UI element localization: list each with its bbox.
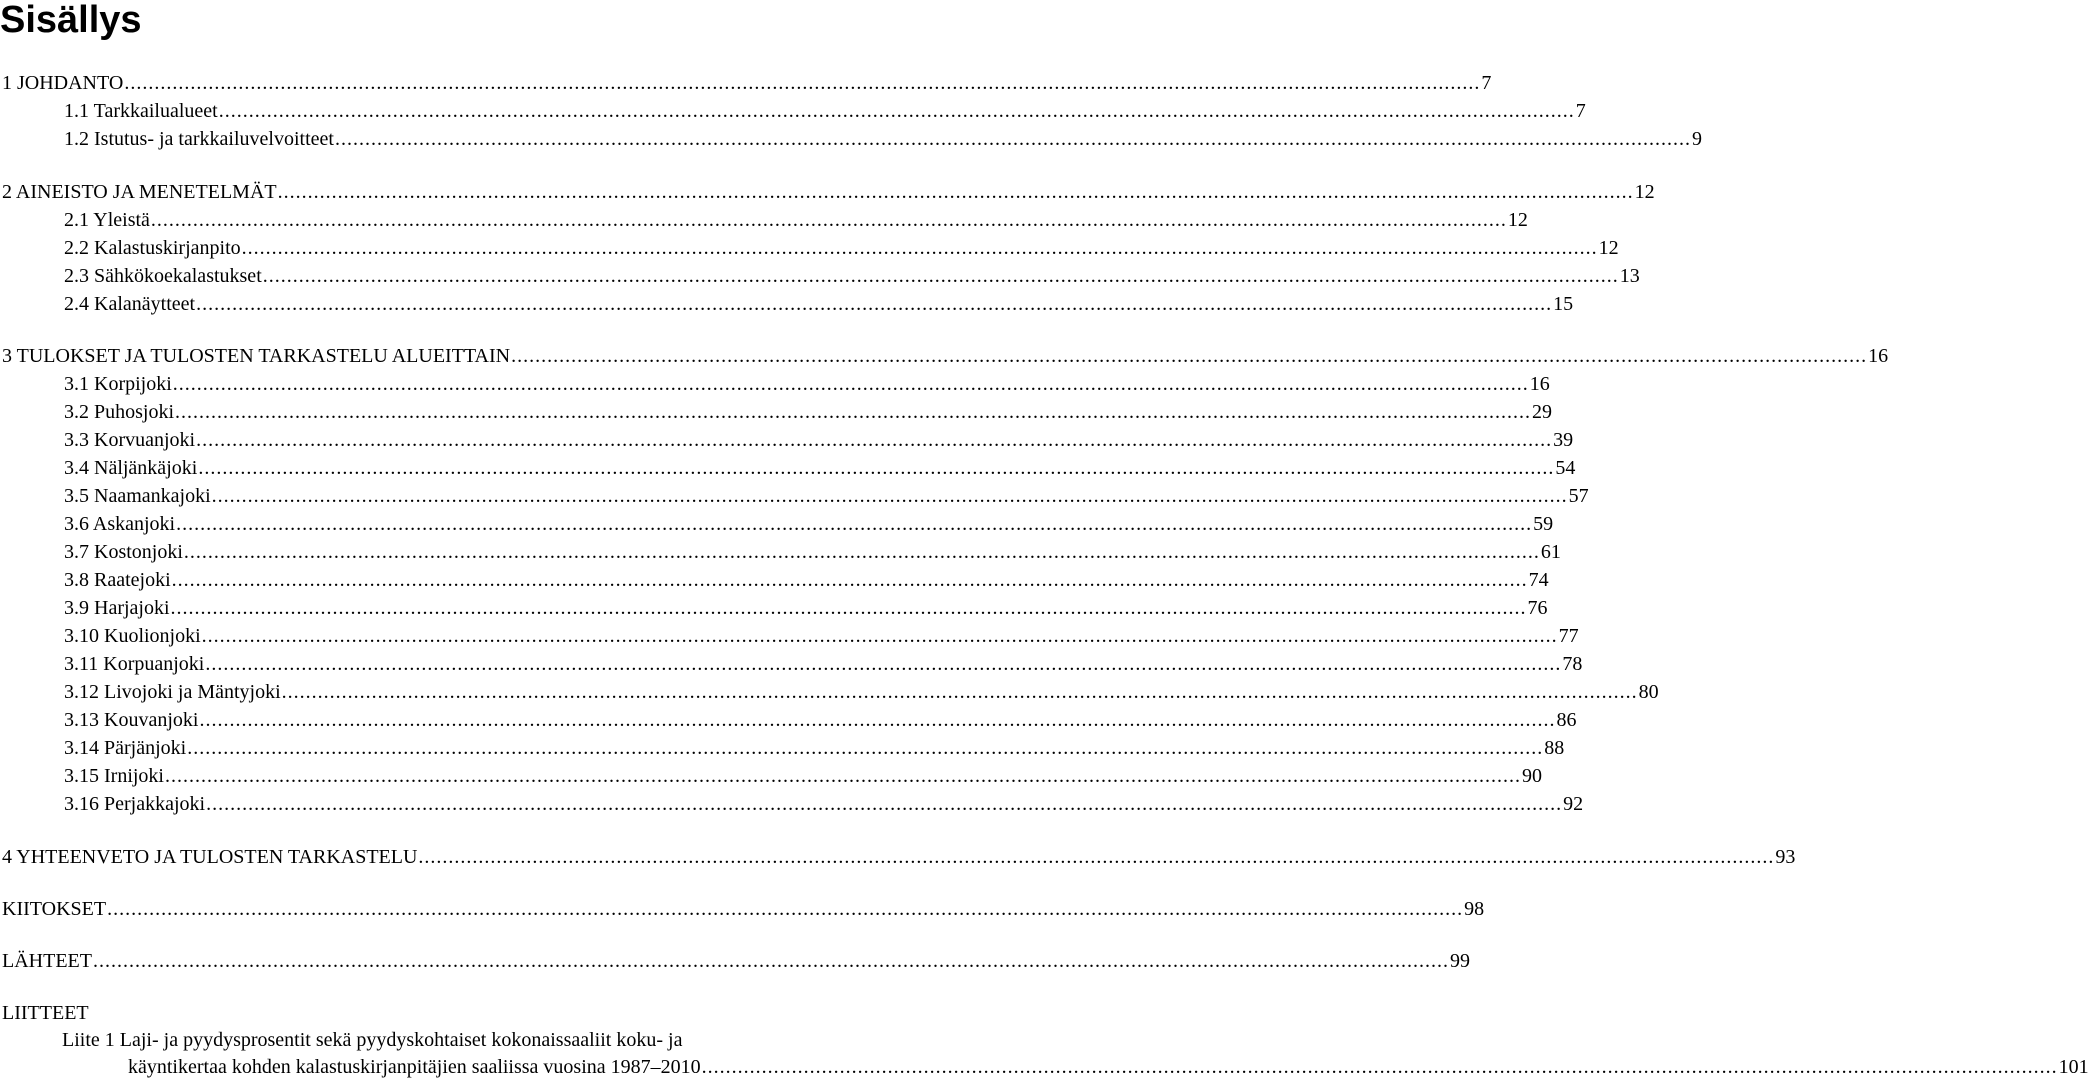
toc-entry-irnijoki[interactable]	[0, 763, 1542, 789]
toc-entry-page: 12	[1598, 237, 1619, 259]
toc-entry-page: 90	[1522, 765, 1542, 787]
toc-entry-page: 7	[1575, 100, 1586, 122]
toc-entry-label: 1.1 Tarkkailualueet	[64, 100, 218, 122]
toc-entry-page: 78	[1562, 653, 1583, 675]
toc-entry-page: 98	[1464, 898, 1485, 920]
dot-leader: ..................................................................................................................................................................................................................................	[218, 100, 1575, 122]
toc-entry-page: 92	[1563, 793, 1584, 815]
toc-entry-label: 1 JOHDANTO	[2, 72, 124, 94]
toc-entry-label: LÄHTEET	[2, 950, 92, 972]
toc-entry-page: 93	[1775, 846, 1796, 868]
toc-entry-yleista[interactable]	[0, 207, 1528, 233]
dot-leader: ..................................................................................................................................................................................................................................	[170, 597, 1527, 619]
toc-entry-lahteet[interactable]	[0, 948, 1470, 974]
dot-leader: ..................................................................................................................................................................................................................................	[172, 373, 1529, 395]
toc-entry-johdanto[interactable]	[0, 70, 1492, 96]
toc-entry-livojoki[interactable]	[0, 679, 1659, 705]
toc-entry-page: 13	[1619, 265, 1640, 287]
dot-leader: ..................................................................................................................................................................................................................................	[241, 237, 1598, 259]
dot-leader: ..................................................................................................................................................................................................................................	[124, 72, 1481, 94]
dot-leader: ..................................................................................................................................................................................................................................	[165, 765, 1521, 787]
toc-entry-raatejoki[interactable]	[0, 567, 1549, 593]
toc-entry-page: 16	[1529, 373, 1550, 395]
toc-entry-label: 3 TULOKSET JA TULOSTEN TARKASTELU ALUEITTAIN	[2, 345, 511, 367]
toc-entry-page: 9	[1691, 128, 1702, 150]
dot-leader: ..................................................................................................................................................................................................................................	[196, 293, 1553, 315]
toc-entry-page: 7	[1481, 72, 1492, 94]
toc-entry-page: 76	[1527, 597, 1548, 619]
toc-entry-kouvanjoki[interactable]	[0, 707, 1577, 733]
toc-entry-tarkkailualueet[interactable]	[0, 98, 1586, 124]
appendix-entry-line1[interactable]: Liite 1 Laji- ja pyydysprosentit sekä pyydyskohtaiset kokonaissaaliit koku- ja	[62, 1029, 683, 1051]
dot-leader: ..................................................................................................................................................................................................................................	[198, 457, 1555, 479]
dot-leader: ..................................................................................................................................................................................................................................	[175, 401, 1532, 423]
toc-entry-istutus[interactable]	[0, 126, 1702, 152]
toc-entry-page: 15	[1553, 293, 1574, 315]
toc-entry-label: 3.14 Pärjänjoki	[64, 737, 187, 759]
toc-entry-label: 3.5 Naamankajoki	[64, 485, 211, 507]
toc-entry-naljankajoki[interactable]	[0, 455, 1576, 481]
toc-entry-label: 3.12 Livojoki ja Mäntyjoki	[64, 681, 281, 703]
dot-leader: ..................................................................................................................................................................................................................................	[187, 737, 1544, 759]
toc-entry-page: 86	[1556, 709, 1577, 731]
toc-entry-page: 101	[2058, 1056, 2089, 1078]
dot-leader: ..................................................................................................................................................................................................................................	[211, 485, 1568, 507]
dot-leader: ..................................................................................................................................................................................................................................	[150, 209, 1507, 231]
toc-entry-page: 77	[1558, 625, 1579, 647]
toc-entry-page: 99	[1449, 950, 1470, 972]
toc-entry-korpijoki[interactable]	[0, 371, 1550, 397]
dot-leader: ..................................................................................................................................................................................................................................	[183, 541, 1540, 563]
toc-entry-label: 3.10 Kuolionjoki	[64, 625, 201, 647]
dot-leader: ..................................................................................................................................................................................................................................	[511, 345, 1868, 367]
toc-entry-page: 12	[1507, 209, 1528, 231]
toc-entry-label: 2.1 Yleistä	[64, 209, 150, 231]
toc-entry-page: 12	[1634, 181, 1655, 203]
toc-entry-label: käyntikertaa kohden kalastuskirjanpitäjien saaliissa vuosina 1987–2010	[128, 1056, 701, 1078]
toc-entry-page: 74	[1528, 569, 1549, 591]
toc-entry-kiitokset[interactable]	[0, 896, 1485, 922]
dot-leader: ..................................................................................................................................................................................................................................	[171, 569, 1528, 591]
toc-entry-kalastuskirjanpito[interactable]	[0, 235, 1619, 261]
toc-entry-puhosjoki[interactable]	[0, 399, 1553, 425]
toc-entry-label: 3.9 Harjajoki	[64, 597, 170, 619]
toc-entry-harjajoki[interactable]	[0, 595, 1548, 621]
toc-entry-label: 3.1 Korpijoki	[64, 373, 172, 395]
toc-entry-label: 4 YHTEENVETO JA TULOSTEN TARKASTELU	[2, 846, 418, 868]
toc-entry-aineisto[interactable]	[0, 179, 1655, 205]
toc-entry-korpuanjoki[interactable]	[0, 651, 1583, 677]
toc-entry-label: 3.13 Kouvanjoki	[64, 709, 199, 731]
toc-entry-kostonjoki[interactable]	[0, 539, 1561, 565]
dot-leader: ..................................................................................................................................................................................................................................	[196, 429, 1553, 451]
toc-entry-page: 57	[1568, 485, 1589, 507]
toc-entry-page: 80	[1638, 681, 1659, 703]
dot-leader: ..................................................................................................................................................................................................................................	[206, 793, 1563, 815]
toc-entry-label: 3.11 Korpuanjoki	[64, 653, 205, 675]
dot-leader: ..................................................................................................................................................................................................................................	[334, 128, 1691, 150]
toc-entry-label: 3.7 Kostonjoki	[64, 541, 183, 563]
toc-entry-label: 2.2 Kalastuskirjanpito	[64, 237, 241, 259]
toc-entry-label: 3.4 Näljänkäjoki	[64, 457, 198, 479]
toc-entry-page: 16	[1868, 345, 1889, 367]
toc-entry-kuolionjoki[interactable]	[0, 623, 1579, 649]
dot-leader: ..................................................................................................................................................................................................................................	[418, 846, 1775, 868]
dot-leader: ..................................................................................................................................................................................................................................	[701, 1056, 2058, 1078]
dot-leader: ..................................................................................................................................................................................................................................	[201, 625, 1558, 647]
dot-leader: ..................................................................................................................................................................................................................................	[92, 950, 1449, 972]
dot-leader: ..................................................................................................................................................................................................................................	[107, 898, 1464, 920]
toc-entry-sahkokoekalastukset[interactable]	[0, 263, 1640, 289]
toc-entry-label: 3.8 Raatejoki	[64, 569, 171, 591]
toc-entry-label: 1.2 Istutus- ja tarkkailuvelvoitteet	[64, 128, 334, 150]
dot-leader: ..................................................................................................................................................................................................................................	[199, 709, 1556, 731]
toc-entry-label: 3.15 Irnijoki	[64, 765, 164, 787]
toc-entry-label: 3.3 Korvuanjoki	[64, 429, 196, 451]
toc-entry-tulokset[interactable]	[0, 343, 1889, 369]
appendix-entry-line2[interactable]	[128, 1054, 2089, 1080]
dot-leader: ..................................................................................................................................................................................................................................	[277, 181, 1634, 203]
toc-entry-page: 88	[1544, 737, 1565, 759]
toc-entry-label: 3.2 Puhosjoki	[64, 401, 175, 423]
toc-entry-askanjoki[interactable]	[0, 511, 1554, 537]
toc-entry-label: 2.3 Sähkökoekalastukset	[64, 265, 262, 287]
toc-entry-kalanaytteet[interactable]	[0, 291, 1574, 317]
page-title: Sisällys	[0, 0, 142, 41]
toc-entry-page: 39	[1553, 429, 1574, 451]
toc-entry-naamankajoki[interactable]	[0, 483, 1589, 509]
dot-leader: ..................................................................................................................................................................................................................................	[281, 681, 1638, 703]
toc-entry-label: 2 AINEISTO JA MENETELMÄT	[2, 181, 277, 203]
dot-leader: ..................................................................................................................................................................................................................................	[262, 265, 1619, 287]
toc-entry-label: KIITOKSET	[2, 898, 107, 920]
dot-leader: ..................................................................................................................................................................................................................................	[176, 513, 1533, 535]
toc-entry-label: 3.6 Askanjoki	[64, 513, 176, 535]
toc-entry-label: 2.4 Kalanäytteet	[64, 293, 196, 315]
toc-entry-page: 54	[1555, 457, 1576, 479]
toc-entry-page: 29	[1532, 401, 1553, 423]
appendix-heading: LIITTEET	[2, 1002, 89, 1024]
toc-entry-page: 61	[1540, 541, 1561, 563]
toc-entry-parjanjoki[interactable]	[0, 735, 1565, 761]
toc-entry-page: 59	[1533, 513, 1554, 535]
toc-entry-korvuanjoki[interactable]	[0, 427, 1574, 453]
toc-entry-label: 3.16 Perjakkajoki	[64, 793, 206, 815]
toc-entry-yhteenveto[interactable]	[0, 844, 1796, 870]
toc-entry-perjakkajoki[interactable]	[0, 791, 1584, 817]
dot-leader: ..................................................................................................................................................................................................................................	[205, 653, 1562, 675]
